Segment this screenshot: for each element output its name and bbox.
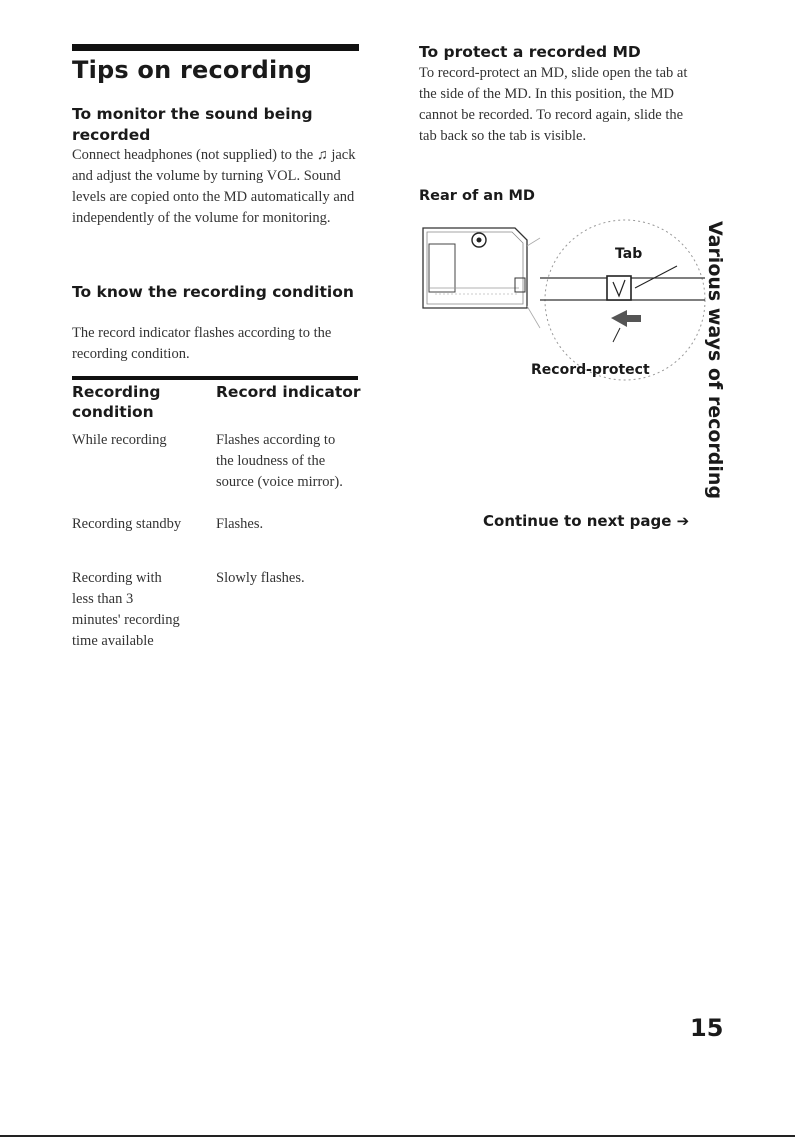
table-row-condition: Recording with less than 3 minutes' recording time available (72, 570, 180, 649)
protect-text: To record-protect an MD, slide open the tab at the side of the MD. In this position, the MD cannot be recorded. To record again, slide the tab back so the tab is visible. (419, 65, 688, 144)
section-side-tab-label: Various ways of recording (704, 220, 726, 500)
condition-text: The record indicator flashes according to the recording condition. (72, 325, 332, 362)
page-number: 15 (690, 1014, 724, 1042)
page-title: Tips on recording (72, 56, 313, 84)
record-protect-label: Record-protect (531, 362, 650, 378)
section-side-tab (695, 220, 735, 500)
title-bar-rule (72, 44, 359, 51)
table-row-condition: Recording standby (72, 516, 182, 532)
table-header-condition: Recording condition (72, 383, 161, 421)
table-row-indicator: Flashes according to the loudness of the source (voice mirror). (216, 432, 343, 490)
protect-heading: To protect a recorded MD (419, 43, 641, 61)
tab-label: Tab (615, 246, 643, 262)
table-row-indicator: Slowly flashes. (216, 570, 305, 586)
table-row-condition: While recording (72, 432, 167, 448)
table-row-indicator: Flashes. (216, 516, 264, 532)
table-header-indicator: Record indicator (216, 383, 361, 401)
monitor-text: Connect headphones (not supplied) to the ♫ jack and adjust the volume by turning VOL. Sound levels are copied onto the MD automatically and independently of the volume for monitoring. (72, 147, 356, 226)
monitor-heading: To monitor the sound being recorded (72, 105, 313, 144)
condition-heading: To know the recording condition (72, 283, 354, 301)
continue-next-page: Continue to next page ➔ (483, 512, 690, 530)
figure-caption: Rear of an MD (419, 188, 535, 204)
table-top-rule (72, 376, 358, 380)
